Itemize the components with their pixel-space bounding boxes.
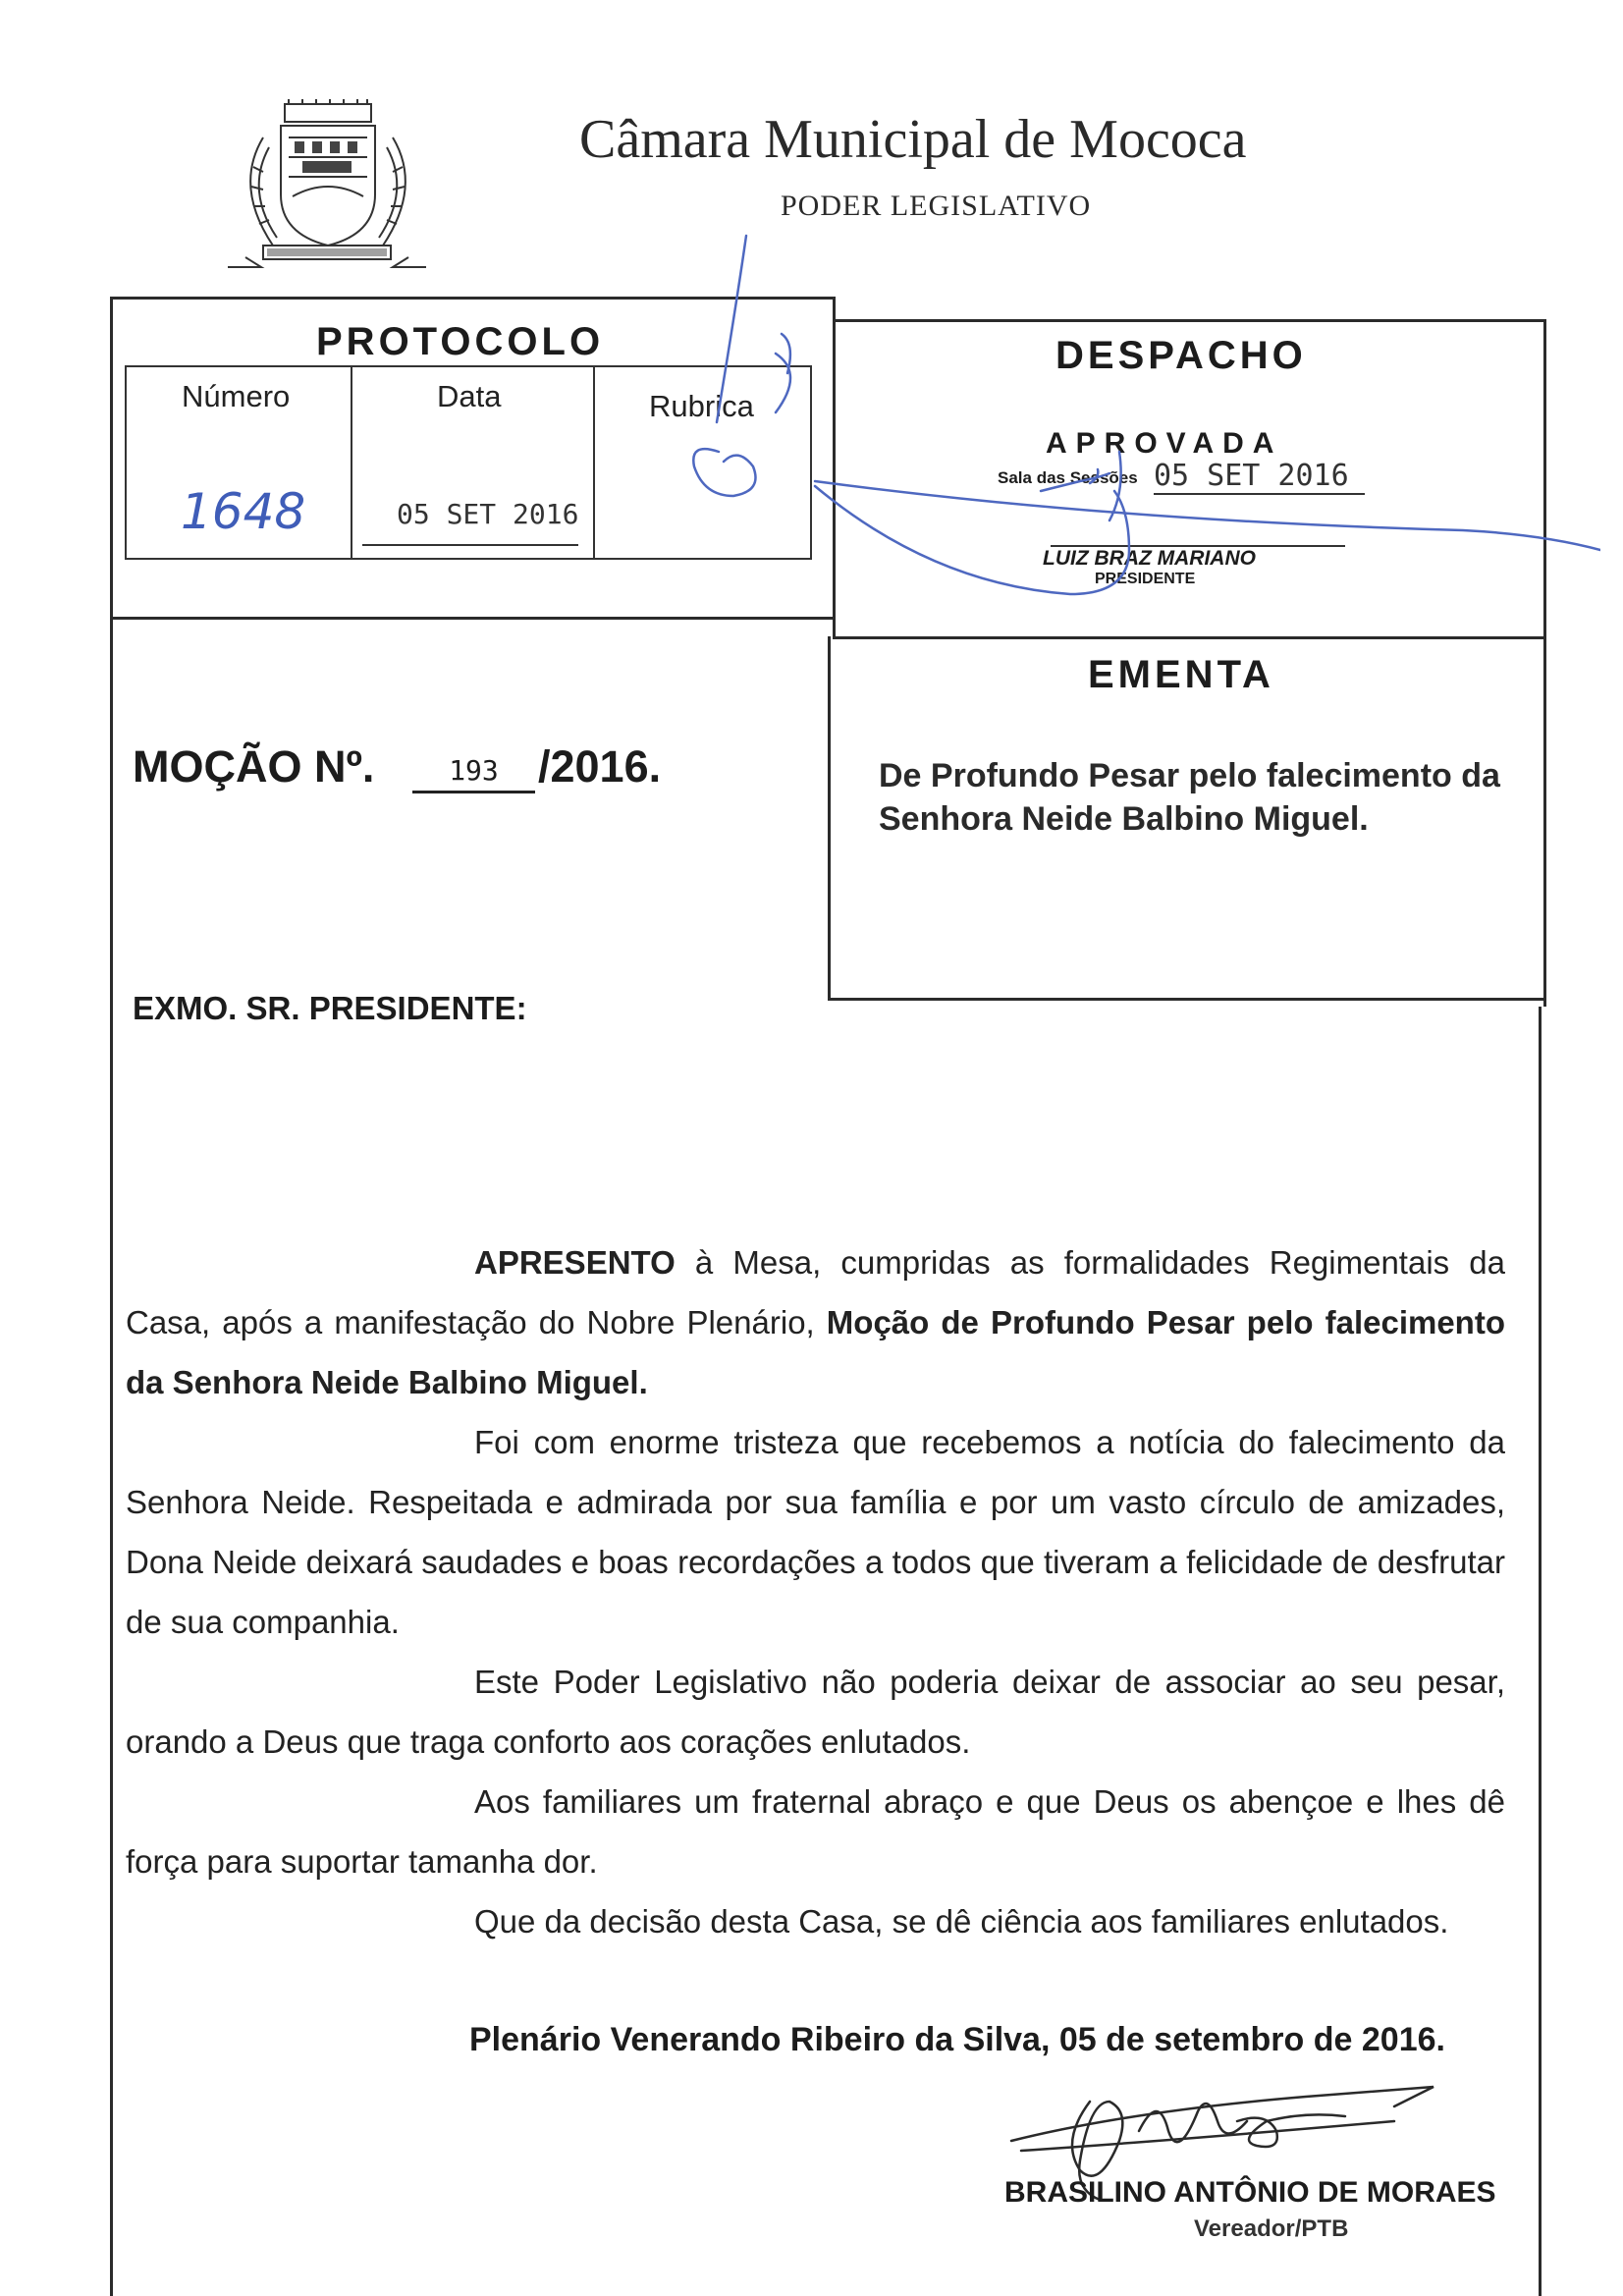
despacho-title: DESPACHO xyxy=(1055,334,1307,377)
frame-despacho-bottom xyxy=(833,636,1546,639)
stamp-session-label: Sala das Sessões xyxy=(998,468,1138,487)
body-paragraph-4: Aos familiares um fraternal abraço e que Deus os abençoe e lhes dê força para suportar tamanha dor. xyxy=(126,1783,1505,1880)
frame-left xyxy=(110,297,113,2296)
protocolo-header-data: Data xyxy=(437,379,502,413)
signer-role: Vereador/PTB xyxy=(1194,2215,1349,2242)
body-paragraph-1 xyxy=(126,1232,1505,1412)
body-paragraph-3: Este Poder Legislativo não poderia deixar de associar ao seu pesar, orando a Deus que traga conforto aos corações enlutados. xyxy=(126,1664,1505,1760)
stamp-status: APROVADA xyxy=(1046,427,1283,460)
stamp-date: 05 SET 2016 xyxy=(1154,459,1365,495)
municipal-coat-of-arms-icon xyxy=(224,98,430,280)
frame-ementa-left xyxy=(828,636,831,998)
organization-subtitle: PODER LEGISLATIVO xyxy=(781,190,1092,222)
protocolo-data-value: 05 SET 2016 xyxy=(397,498,579,530)
body-text xyxy=(126,1232,1505,1951)
body-p1-lead: APRESENTO xyxy=(474,1244,676,1281)
frame-right-lower xyxy=(1539,1007,1542,2296)
ementa-text: De Profundo Pesar pelo falecimento da Senhora Neide Balbino Miguel. xyxy=(879,757,1500,838)
protocolo-numero-value: 1648 xyxy=(181,483,306,540)
protocolo-title: PROTOCOLO xyxy=(316,320,605,363)
mocao-year: /2016. xyxy=(538,741,662,792)
body-p1-tail: Moção de Profundo Pesar pelo falecimento da Senhora Neide Balbino Miguel. xyxy=(126,1304,1505,1400)
protocolo-header-numero: Número xyxy=(182,379,291,413)
body-paragraph-5: Que da decisão desta Casa, se dê ciência aos familiares enlutados. xyxy=(474,1903,1449,1940)
signer-name: BRASILINO ANTÔNIO DE MORAES xyxy=(1004,2176,1496,2209)
addressee: EXMO. SR. PRESIDENTE: xyxy=(133,990,527,1026)
stamp-signer: LUIZ BRAZ MARIANO xyxy=(1043,547,1256,570)
body-p1-text: à Mesa, cumpridas as formalidades Regimentais da Casa, após a manifestação do Nobre Plenário, xyxy=(126,1244,1505,1340)
ementa-title: EMENTA xyxy=(1088,653,1274,696)
stamp-signer-role: PRESIDENTE xyxy=(1095,571,1196,587)
mocao-number: 193 xyxy=(412,754,535,793)
pen-rubrica-strokes-icon xyxy=(628,226,1600,629)
organization-name: Câmara Municipal de Mococa xyxy=(579,109,1247,170)
protocolo-header-rubrica: Rubrica xyxy=(649,389,754,423)
closing-line: Plenário Venerando Ribeiro da Silva, 05 de setembro de 2016. xyxy=(469,2021,1445,2058)
frame-ementa-bottom xyxy=(828,998,1545,1001)
body-paragraph-2: Foi com enorme tristeza que recebemos a notícia do falecimento da Senhora Neide. Respeitada e admirada por sua família e por um vasto círculo de amizades, Dona Neide deixará saudades e boas recordações a todos que tiveram a felicidade de desfrutar de sua companhia. xyxy=(126,1424,1505,1640)
mocao-label: MOÇÃO Nº. xyxy=(133,741,375,792)
